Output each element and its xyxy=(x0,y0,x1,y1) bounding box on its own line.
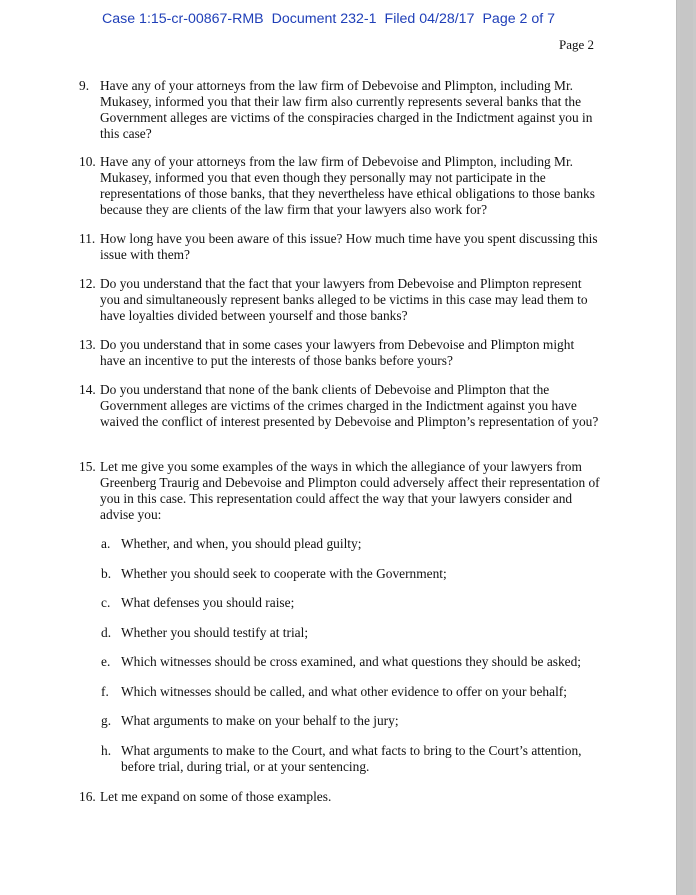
question-number: 10. xyxy=(79,154,96,169)
sub-item-letter: f. xyxy=(101,684,109,699)
sub-item-letter: h. xyxy=(101,743,112,758)
sub-item-text: Whether you should seek to cooperate with the Government; xyxy=(121,566,447,581)
sub-item-letter: d. xyxy=(101,625,112,640)
question-text: Let me expand on some of those examples. xyxy=(100,789,332,804)
question-number: 16. xyxy=(79,789,96,804)
question-text: Let me give you some examples of the ways in which the allegiance of your lawyers from Greenberg Traurig and Debevoise and Plimpton could adversely affect their representation of you in this case. This representation could affect the way that your lawyers consider and advise you: xyxy=(100,459,600,522)
sub-item-text: What defenses you should raise; xyxy=(121,595,295,610)
ecf-header xyxy=(102,11,563,27)
header-page-count: Page 2 of 7 xyxy=(482,11,556,27)
question-number: 14. xyxy=(79,382,96,397)
sub-item-text: Whether, and when, you should plead guilty; xyxy=(121,536,362,551)
sub-item-text: Which witnesses should be cross examined, and what questions they should be asked; xyxy=(121,654,582,669)
scrollbar-thumb[interactable] xyxy=(680,0,693,895)
question-number: 12. xyxy=(79,276,96,291)
sub-item-text: Which witnesses should be called, and what other evidence to offer on your behalf; xyxy=(121,684,567,699)
question-text: Do you understand that none of the bank clients of Debevoise and Plimpton that the Government alleges are victims of the crimes charged in the Indictment against you have waived the conflict of interest presented by Debevoise and Plimpton’s representation of you? xyxy=(100,382,599,429)
sub-item-letter: g. xyxy=(101,713,112,728)
question-text: Do you understand that the fact that your lawyers from Debevoise and Plimpton represent you and simultaneously represent banks alleged to be victims in this case may lead them to have loyalties divided between yourself and those banks? xyxy=(100,276,588,323)
header-case-number: Case 1:15-cr-00867-RMB xyxy=(102,11,264,27)
question-text: Have any of your attorneys from the law firm of Debevoise and Plimpton, including Mr. Mukasey, informed you that their law firm also currently represents several banks that the Government alleges are victims of the conspiracies charged in the Indictment against you in this case? xyxy=(100,78,593,141)
question-text: Do you understand that in some cases your lawyers from Debevoise and Plimpton might have an incentive to put the interests of those banks before yours? xyxy=(100,337,575,368)
question-text: How long have you been aware of this issue? How much time have you spent discussing this issue with them? xyxy=(100,231,598,262)
question-number: 15. xyxy=(79,459,96,474)
sub-item-letter: c. xyxy=(101,595,111,610)
header-filed-date: Filed 04/28/17 xyxy=(384,11,475,27)
question-number: 11. xyxy=(79,231,96,246)
page-number-label: Page 2 xyxy=(559,37,595,52)
vertical-scrollbar[interactable] xyxy=(676,0,696,895)
sub-item-text: What arguments to make on your behalf to the jury; xyxy=(121,713,399,728)
sub-item-letter: b. xyxy=(101,566,112,581)
sub-item-letter: a. xyxy=(101,536,111,551)
sub-item-text: What arguments to make to the Court, and what facts to bring to the Court’s attention, before trial, during trial, or at your sentencing. xyxy=(121,743,582,774)
sub-item-letter: e. xyxy=(101,654,111,669)
question-number: 9. xyxy=(79,78,90,93)
header-document-number: Document 232-1 xyxy=(271,11,377,27)
question-number: 13. xyxy=(79,337,96,352)
question-text: Have any of your attorneys from the law firm of Debevoise and Plimpton, including Mr. Mukasey, informed you that even though they personally may not participate in the representations of those banks, that they nevertheless have ethical obligations to those banks because they are clients of the law firm that your lawyers also work for? xyxy=(100,154,595,217)
sub-item-text: Whether you should testify at trial; xyxy=(121,625,309,640)
